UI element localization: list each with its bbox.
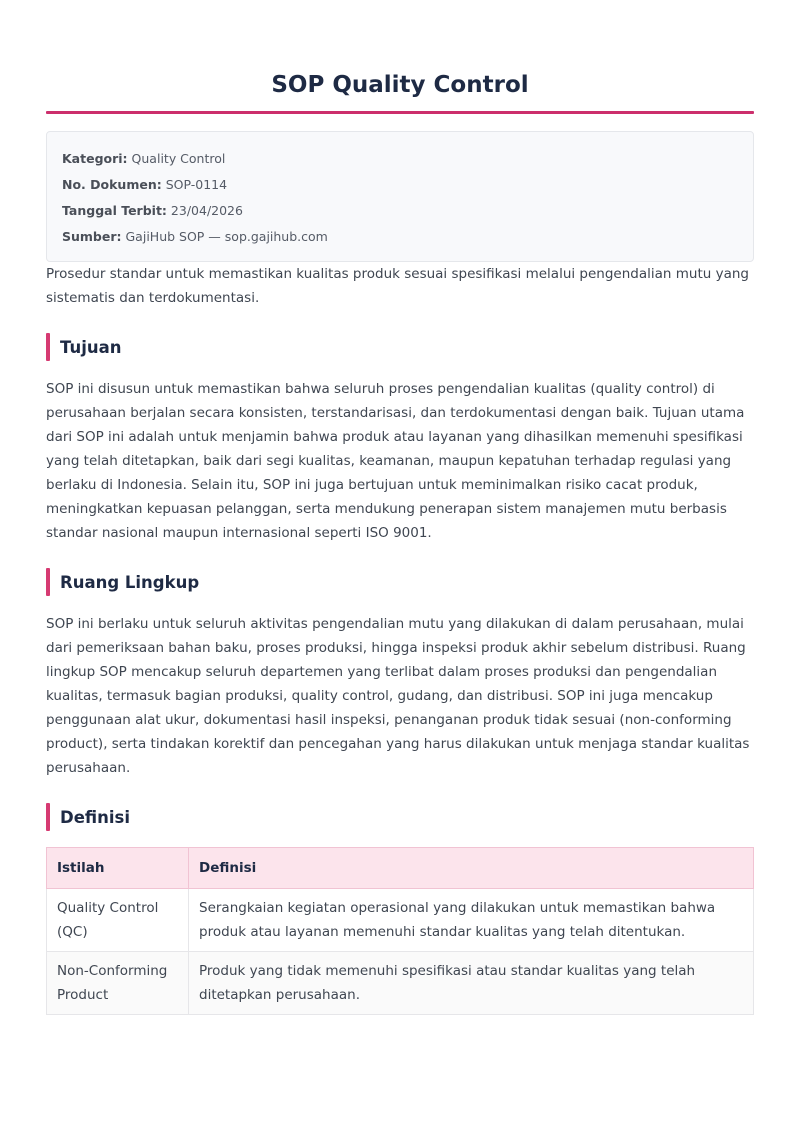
definition-cell: Produk yang tidak memenuhi spesifikasi atau standar kualitas yang telah ditetapkan perusahaan. xyxy=(189,952,754,1015)
column-header-istilah: Istilah xyxy=(47,848,189,889)
document-page xyxy=(46,0,754,1015)
section-heading-tujuan xyxy=(46,333,754,361)
page-title: SOP Quality Control xyxy=(271,72,529,98)
meta-kategori: Kategori: Quality Control xyxy=(62,151,226,166)
meta-sumber: Sumber: GajiHub SOP — sop.gajihub.com xyxy=(62,229,328,244)
term-cell: Non-Conforming Product xyxy=(47,952,189,1015)
section-heading-ruang-lingkup xyxy=(46,568,754,596)
term-cell: Quality Control (QC) xyxy=(47,889,189,952)
definitions-table xyxy=(46,847,754,1015)
title-divider xyxy=(46,111,754,114)
section-title: Tujuan xyxy=(60,337,122,357)
section-title: Definisi xyxy=(60,807,130,827)
meta-no-dokumen: No. Dokumen: SOP-0114 xyxy=(62,177,228,192)
section-title: Ruang Lingkup xyxy=(60,572,200,592)
section-accent-bar xyxy=(46,568,50,596)
ruang-lingkup-paragraph: SOP ini berlaku untuk seluruh aktivitas pengendalian mutu yang dilakukan di dalam perusahaan, mulai dari pemeriksaan bahan baku, proses produksi, hingga inspeksi produk akhir sebelum distribusi. Ruang lingkup SOP mencakup seluruh departemen yang terlibat dalam proses produksi dan pengendalian kualitas, termasuk bagian produksi, quality control, gudang, dan distribusi. SOP ini juga mencakup penggunaan alat ukur, dokumentasi hasil inspeksi, penanganan produk tidak sesuai (non-conforming product), serta tindakan korektif dan pencegahan yang harus dilakukan untuk menjaga standar kualitas perusahaan. xyxy=(46,616,750,776)
table-header-row xyxy=(47,848,754,889)
meta-tanggal-terbit: Tanggal Terbit: 23/04/2026 xyxy=(62,203,243,218)
metadata-box xyxy=(46,131,754,262)
column-header-definisi: Definisi xyxy=(189,848,754,889)
section-accent-bar xyxy=(46,803,50,831)
tujuan-paragraph: SOP ini disusun untuk memastikan bahwa seluruh proses pengendalian kualitas (quality control) di perusahaan berjalan secara konsisten, terstandarisasi, dan terdokumentasi dengan baik. Tujuan utama dari SOP ini adalah untuk menjamin bahwa produk atau layanan yang dihasilkan memenuhi spesifikasi yang telah ditetapkan, baik dari segi kualitas, keamanan, maupun kepatuhan terhadap regulasi yang berlaku di Indonesia. Selain itu, SOP ini juga bertujuan untuk meminimalkan risiko cacat produk, meningkatkan kepuasan pelanggan, serta mendukung penerapan sistem manajemen mutu berbasis standar nasional maupun internasional seperti ISO 9001. xyxy=(46,381,745,541)
table-row xyxy=(47,889,754,952)
table-row xyxy=(47,952,754,1015)
intro-paragraph: Prosedur standar untuk memastikan kualitas produk sesuai spesifikasi melalui pengendalian mutu yang sistematis dan terdokumentasi. xyxy=(46,266,749,306)
section-heading-definisi xyxy=(46,803,754,831)
definition-cell: Serangkaian kegiatan operasional yang dilakukan untuk memastikan bahwa produk atau layanan memenuhi standar kualitas yang telah ditentukan. xyxy=(189,889,754,952)
section-accent-bar xyxy=(46,333,50,361)
